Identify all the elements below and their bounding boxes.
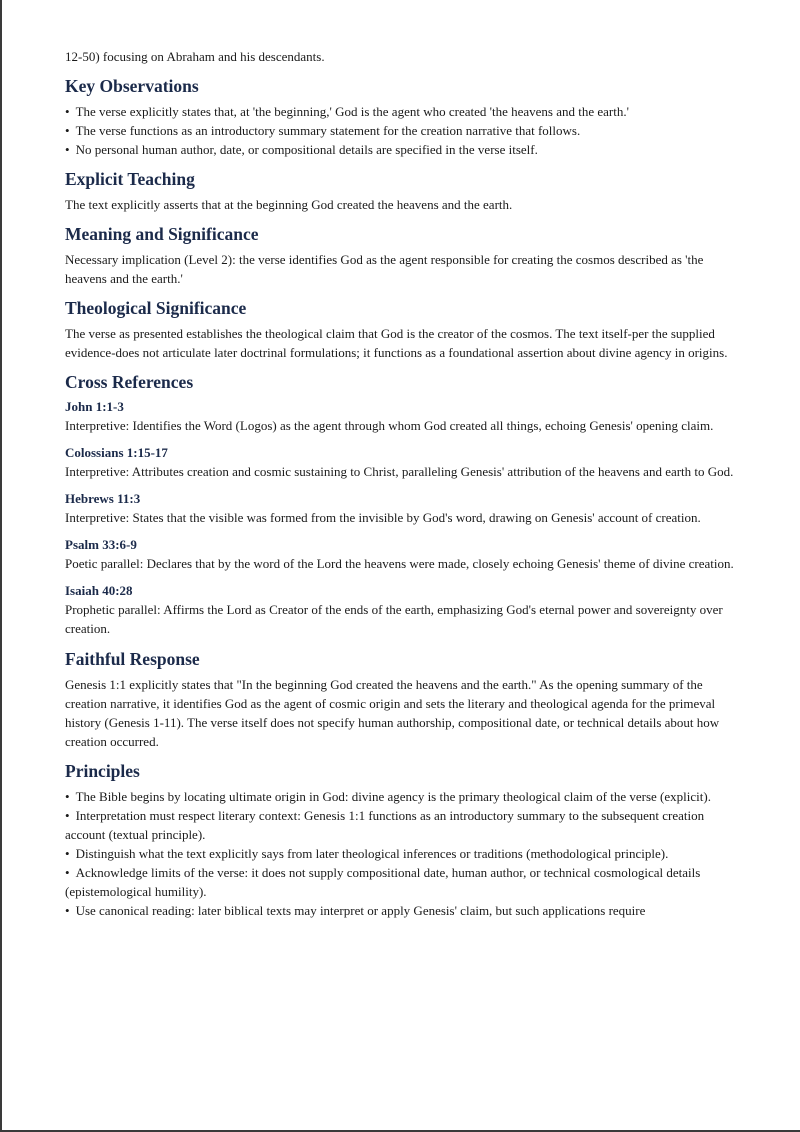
principles-section bbox=[65, 759, 744, 920]
explicit-teaching-section bbox=[65, 167, 744, 214]
cross-reference-item bbox=[65, 444, 744, 481]
meaning-section bbox=[65, 222, 744, 288]
theological-heading: Theological Significance bbox=[65, 298, 247, 318]
meaning-heading: Meaning and Significance bbox=[65, 224, 259, 244]
list-item: • The Bible begins by locating ultimate origin in God: divine agency is the primary theological claim of the verse (explicit). bbox=[65, 787, 744, 806]
cross-reference-item bbox=[65, 490, 744, 527]
lead-text: 12-50) focusing on Abraham and his descendants. bbox=[65, 49, 325, 64]
key-observations-list bbox=[65, 102, 744, 159]
faithful-response-text: Genesis 1:1 explicitly states that "In the beginning God created the heavens and the earth." As the opening summary of the creation narrative, it identifies God as the agent of cosmic origin and sets the literary and theological agenda for the primeval history (Genesis 1-11). The verse itself does not specify human authorship, compositional date, or technical details about how creation occurred. bbox=[65, 677, 720, 749]
reference-description: Interpretive: States that the visible was formed from the invisible by God's word, drawing on Genesis' account of creation. bbox=[65, 510, 701, 525]
reference-description: Interpretive: Identifies the Word (Logos) as the agent through whom God created all things, echoing Genesis' opening claim. bbox=[65, 418, 714, 433]
cross-reference-item bbox=[65, 582, 744, 638]
list-item: • Acknowledge limits of the verse: it does not supply compositional date, human author, or technical cosmological details (epistemological humility). bbox=[65, 863, 744, 901]
faithful-response-section bbox=[65, 647, 744, 751]
list-item: • Interpretation must respect literary context: Genesis 1:1 functions as an introductory summary to the subsequent creation account (textual principle). bbox=[65, 806, 744, 844]
reference-citation: Isaiah 40:28 bbox=[65, 583, 133, 598]
theological-text: The verse as presented establishes the theological claim that God is the creator of the cosmos. The text itself-per the supplied evidence-does not articulate later doctrinal formulations; it functions as a foundational assertion about divine agency in origins. bbox=[65, 326, 728, 360]
list-item: • The verse functions as an introductory summary statement for the creation narrative that follows. bbox=[65, 121, 744, 140]
reference-citation: Psalm 33:6-9 bbox=[65, 537, 137, 552]
list-item: • Distinguish what the text explicitly says from later theological inferences or traditions (methodological principle). bbox=[65, 844, 744, 863]
cross-references-heading: Cross References bbox=[65, 372, 194, 392]
cross-reference-item bbox=[65, 398, 744, 435]
list-item: • No personal human author, date, or compositional details are specified in the verse itself. bbox=[65, 140, 744, 159]
reference-citation: John 1:1-3 bbox=[65, 399, 124, 414]
explicit-teaching-text: The text explicitly asserts that at the beginning God created the heavens and the earth. bbox=[65, 197, 513, 212]
key-observations-heading: Key Observations bbox=[65, 76, 199, 96]
list-item: • The verse explicitly states that, at 'the beginning,' God is the agent who created 'the heavens and the earth.' bbox=[65, 102, 744, 121]
meaning-text: Necessary implication (Level 2): the verse identifies God as the agent responsible for creating the cosmos described as 'the heavens and the earth.' bbox=[65, 252, 704, 286]
key-observations-section bbox=[65, 74, 744, 159]
principles-heading: Principles bbox=[65, 761, 140, 781]
theological-section bbox=[65, 296, 744, 362]
principles-list bbox=[65, 787, 744, 920]
explicit-teaching-heading: Explicit Teaching bbox=[65, 169, 195, 189]
reference-description: Interpretive: Attributes creation and cosmic sustaining to Christ, paralleling Genesis' attribution of the heavens and earth to God. bbox=[65, 464, 734, 479]
reference-citation: Hebrews 11:3 bbox=[65, 491, 141, 506]
faithful-response-heading: Faithful Response bbox=[65, 649, 200, 669]
reference-description: Poetic parallel: Declares that by the word of the Lord the heavens were made, closely echoing Genesis' theme of divine creation. bbox=[65, 556, 734, 571]
reference-description: Prophetic parallel: Affirms the Lord as Creator of the ends of the earth, emphasizing God's eternal power and sovereignty over creation. bbox=[65, 602, 723, 636]
list-item: • Use canonical reading: later biblical texts may interpret or apply Genesis' claim, but such applications require bbox=[65, 901, 744, 920]
cross-reference-item bbox=[65, 536, 744, 573]
cross-references-section bbox=[65, 370, 744, 638]
reference-citation: Colossians 1:15-17 bbox=[65, 445, 168, 460]
